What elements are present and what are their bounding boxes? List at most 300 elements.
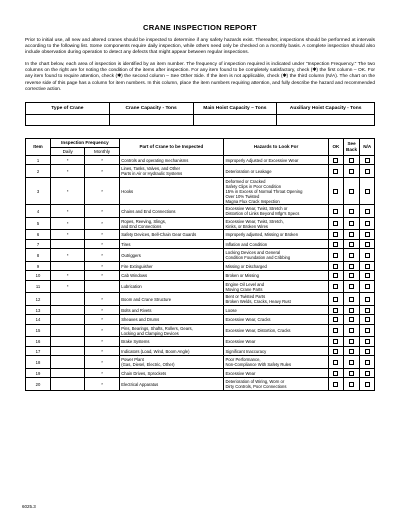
- see-back-cell: [343, 249, 360, 262]
- see-back-checkbox[interactable]: [349, 209, 354, 214]
- daily-frequency: [51, 293, 85, 306]
- na-checkbox[interactable]: [365, 297, 370, 302]
- table-row: [26, 356, 375, 369]
- ok-cell: [329, 239, 344, 249]
- na-checkbox[interactable]: [365, 209, 370, 214]
- item-number: 14: [26, 315, 51, 325]
- monthly-frequency: [85, 280, 119, 293]
- hazard-text: Excessive Wear, Twist, Stretch or: [225, 206, 288, 211]
- table-row: [26, 315, 375, 325]
- see-back-cell: [343, 293, 360, 306]
- hazard-text: 15% in Excess of Normal Throat Opening: [225, 188, 303, 194]
- ok-cell: [329, 280, 344, 293]
- part-text: Outriggers: [121, 252, 141, 258]
- table-row: [26, 305, 375, 315]
- hazard-text: Significant Inaccuracy: [225, 348, 267, 354]
- see-back-checkbox[interactable]: [349, 382, 354, 387]
- na-checkbox[interactable]: [365, 284, 370, 289]
- na-cell: [360, 368, 375, 378]
- ok-cell: [329, 315, 344, 325]
- hazards-header: Hazards to Look For: [223, 138, 328, 155]
- part-cell: [119, 261, 223, 271]
- ok-checkbox[interactable]: [333, 232, 338, 237]
- monthly-frequency: *: [85, 324, 119, 337]
- hazard-cell: [223, 165, 328, 178]
- form-number: 6025.3: [22, 504, 36, 509]
- see-back-checkbox[interactable]: [349, 253, 354, 258]
- monthly-frequency: *: [85, 230, 119, 240]
- see-back-checkbox[interactable]: [349, 360, 354, 365]
- daily-frequency: *: [51, 249, 85, 262]
- monthly-frequency: *: [85, 165, 119, 178]
- hazard-text: Over 10% Twisted: [225, 193, 260, 199]
- hazard-text: Non-Compliance With Safety Rules: [225, 362, 292, 367]
- na-checkbox[interactable]: [365, 253, 370, 258]
- ok-checkbox[interactable]: [333, 221, 338, 226]
- monthly-frequency: *: [85, 356, 119, 369]
- auxiliary-hoist-capacity-header: Auxiliary Hoist Capacity - Tons: [277, 102, 375, 114]
- ok-checkbox[interactable]: [333, 297, 338, 302]
- ok-cell: [329, 305, 344, 315]
- hazard-text: Loose: [225, 307, 237, 313]
- inspection-items-table: [25, 138, 375, 391]
- see-back-checkbox[interactable]: [349, 232, 354, 237]
- item-number: 12: [26, 293, 51, 306]
- part-cell: [119, 177, 223, 205]
- monthly-frequency: *: [85, 155, 119, 165]
- monthly-frequency: *: [85, 315, 119, 325]
- part-cell: [119, 271, 223, 281]
- table-row: [26, 368, 375, 378]
- na-cell: [360, 217, 375, 230]
- see-back-cell: [343, 217, 360, 230]
- hazard-text: Improperly Adjusted or Excessive Wear: [225, 157, 299, 163]
- na-cell: [360, 155, 375, 165]
- monthly-frequency: *: [85, 293, 119, 306]
- hazard-cell: [223, 315, 328, 325]
- see-back-checkbox[interactable]: [349, 284, 354, 289]
- na-checkbox[interactable]: [365, 339, 370, 344]
- na-cell: [360, 280, 375, 293]
- part-text: Fire Extinguisher: [121, 263, 153, 269]
- ok-checkbox[interactable]: [333, 349, 338, 354]
- ok-cell: [329, 217, 344, 230]
- intro-paragraph-1: Prior to initial use, all new and altered cranes should be inspected to determine if any safety hazards exist. Thereafter, inspections should be performed at intervals according to the following list. Some components require daily inspection, while others need only be checked on a monthly basis. A complete inspection should also include observation during operation to detect any defects that might appear between regular inspections.: [25, 38, 375, 56]
- part-cell: [119, 324, 223, 337]
- item-number: 7: [26, 239, 51, 249]
- na-checkbox[interactable]: [365, 382, 370, 387]
- table-row: [26, 155, 375, 165]
- ok-checkbox[interactable]: [333, 169, 338, 174]
- part-text: Chain Drives, Sprockets: [121, 370, 167, 376]
- part-cell: [119, 155, 223, 165]
- part-text: Sheaves and Drums: [121, 317, 160, 322]
- na-checkbox[interactable]: [365, 189, 370, 194]
- na-checkbox[interactable]: [365, 328, 370, 333]
- na-cell: [360, 165, 375, 178]
- see-back-checkbox[interactable]: [349, 308, 354, 313]
- monthly-frequency: *: [85, 205, 119, 218]
- hazard-cell: [223, 378, 328, 391]
- see-back-checkbox[interactable]: [349, 158, 354, 163]
- daily-frequency: [51, 324, 85, 337]
- daily-frequency: *: [51, 205, 85, 218]
- daily-frequency: [51, 315, 85, 325]
- see-back-cell: [343, 337, 360, 347]
- part-cell: [119, 356, 223, 369]
- daily-frequency: [51, 378, 85, 391]
- type-of-crane-header: Type of Crane: [26, 102, 110, 114]
- daily-frequency: [51, 368, 85, 378]
- part-cell: [119, 217, 223, 230]
- ok-checkbox[interactable]: [333, 158, 338, 163]
- na-cell: [360, 305, 375, 315]
- see-back-cell: [343, 378, 360, 391]
- item-number: 5: [26, 217, 51, 230]
- ok-checkbox[interactable]: [333, 339, 338, 344]
- hazard-text: Engine Oil Level and: [225, 281, 265, 287]
- ok-checkbox[interactable]: [333, 209, 338, 214]
- na-checkbox[interactable]: [365, 308, 370, 313]
- item-number: 13: [26, 305, 51, 315]
- na-checkbox[interactable]: [365, 221, 370, 226]
- part-text: Hooks: [121, 188, 134, 194]
- item-number: 8: [26, 249, 51, 262]
- see-back-checkbox[interactable]: [349, 339, 354, 344]
- monthly-frequency: *: [85, 337, 119, 347]
- intro-paragraph-2: In the chart below, each area of inspection is identified by an item number. The frequency of inspection required is indicated under "Inspection Frequency." The two columns on the right are for noting the condition of the items after inspection. For any item found to be completely satisfactory, check (✱) the first column – OK. For any item found to require attention, check (✱) the second column – See Other Side. If the item is not applicable, check (✱) the third column (N/A). The chart on the reverse side of this page has a column for item numbers. In this column, place the item numbers requiring attention, and fully describe the hazard and recommended corrective action.: [25, 62, 375, 92]
- monthly-header: Monthly: [85, 147, 119, 155]
- item-number: 9: [26, 261, 51, 271]
- hazard-text: Deterioration of Wiring, Worn or: [225, 379, 285, 384]
- capacity-table: [25, 102, 375, 126]
- item-number: 10: [26, 271, 51, 281]
- ok-cell: [329, 293, 344, 306]
- item-number: 11: [26, 280, 51, 293]
- ok-checkbox[interactable]: [333, 360, 338, 365]
- daily-frequency: [51, 261, 85, 271]
- na-checkbox[interactable]: [365, 242, 370, 247]
- hazard-cell: [223, 217, 328, 230]
- part-text: Indicators (Load, Wind, Boom Angle): [121, 348, 190, 354]
- ok-checkbox[interactable]: [333, 284, 338, 289]
- part-cell: [119, 368, 223, 378]
- na-cell: [360, 177, 375, 205]
- na-cell: [360, 337, 375, 347]
- na-cell: [360, 378, 375, 391]
- na-cell: [360, 271, 375, 281]
- na-cell: [360, 239, 375, 249]
- monthly-frequency: *: [85, 378, 119, 391]
- see-back-checkbox[interactable]: [349, 189, 354, 194]
- part-text: Bolts and Rivets: [121, 307, 152, 313]
- na-checkbox[interactable]: [365, 264, 370, 269]
- item-number: 1: [26, 155, 51, 165]
- ok-cell: [329, 356, 344, 369]
- item-number: 4: [26, 205, 51, 218]
- hazard-text: Excessive Wear: [225, 339, 256, 344]
- part-cell: [119, 230, 223, 240]
- na-checkbox[interactable]: [365, 371, 370, 376]
- monthly-frequency: *: [85, 305, 119, 315]
- na-checkbox[interactable]: [365, 169, 370, 174]
- hazard-text: Condition Foundation and Cribbing: [225, 255, 291, 260]
- part-text: and End Connections: [121, 223, 162, 229]
- na-checkbox[interactable]: [365, 360, 370, 365]
- see-back-cell: [343, 271, 360, 281]
- table-row: [26, 271, 375, 281]
- ok-cell: [329, 324, 344, 337]
- part-cell: [119, 337, 223, 347]
- item-number: 6: [26, 230, 51, 240]
- na-checkbox[interactable]: [365, 232, 370, 237]
- part-text: Chains and End Connections: [121, 208, 176, 214]
- ok-cell: [329, 271, 344, 281]
- see-back-checkbox[interactable]: [349, 297, 354, 302]
- type-of-crane-field[interactable]: [26, 114, 110, 125]
- see-back-checkbox[interactable]: [349, 264, 354, 269]
- monthly-frequency: *: [85, 346, 119, 356]
- part-text: (Gas, Diesel, Electric, Other): [121, 362, 175, 367]
- na-cell: [360, 205, 375, 218]
- daily-frequency: [51, 337, 85, 347]
- table-row: [26, 261, 375, 271]
- ok-cell: [329, 165, 344, 178]
- part-cell: [119, 305, 223, 315]
- crane-capacity-field[interactable]: [109, 114, 193, 125]
- see-back-cell: [343, 230, 360, 240]
- na-checkbox[interactable]: [365, 317, 370, 322]
- hazard-cell: [223, 177, 328, 205]
- part-text: Tires: [121, 241, 131, 247]
- part-text: Controls and operating mechanisms: [121, 157, 189, 163]
- ok-checkbox[interactable]: [333, 273, 338, 278]
- see-back-checkbox[interactable]: [349, 371, 354, 376]
- daily-frequency: *: [51, 217, 85, 230]
- daily-frequency: [51, 356, 85, 369]
- hazard-cell: [223, 271, 328, 281]
- table-row: [26, 239, 375, 249]
- hazard-text: Broken or Missing: [225, 273, 259, 278]
- hazard-cell: [223, 346, 328, 356]
- part-text: Locking and Clamping Devices: [121, 330, 179, 336]
- part-header: Part of Crane to be Inspected: [119, 138, 223, 155]
- hazard-text: Moving Crane Parts: [225, 286, 263, 292]
- ok-checkbox[interactable]: [333, 308, 338, 313]
- ok-cell: [329, 155, 344, 165]
- table-row: [26, 205, 375, 218]
- ok-checkbox[interactable]: [333, 317, 338, 322]
- ok-checkbox[interactable]: [333, 242, 338, 247]
- main-hoist-capacity-field[interactable]: [193, 114, 277, 125]
- part-text: Lines, Tanks, Valves, and Other: [121, 166, 181, 171]
- ok-cell: [329, 346, 344, 356]
- hazard-text: Deterioration or Leakage: [225, 168, 272, 174]
- na-cell: [360, 249, 375, 262]
- hazard-text: Excessive Wear, Twist, Stretch,: [225, 218, 284, 224]
- ok-checkbox[interactable]: [333, 371, 338, 376]
- part-text: Safety Devices, Bell-Chain Gear Guards: [121, 232, 197, 237]
- see-back-checkbox[interactable]: [349, 317, 354, 322]
- item-number: 18: [26, 356, 51, 369]
- na-cell: [360, 261, 375, 271]
- table-row: [26, 177, 375, 205]
- daily-frequency: *: [51, 165, 85, 178]
- na-cell: [360, 230, 375, 240]
- see-back-checkbox[interactable]: [349, 328, 354, 333]
- na-checkbox[interactable]: [365, 349, 370, 354]
- hazard-cell: [223, 368, 328, 378]
- part-cell: [119, 346, 223, 356]
- hazard-text: Broken Welds, Cracks, Heavy Rust: [225, 299, 291, 304]
- part-text: Brake Systems: [121, 339, 150, 344]
- inspection-frequency-header: Inspection Frequency: [51, 138, 120, 147]
- see-back-cell: [343, 368, 360, 378]
- daily-header: Daily: [51, 147, 85, 155]
- item-number: 19: [26, 368, 51, 378]
- na-checkbox[interactable]: [365, 273, 370, 278]
- hazard-cell: [223, 324, 328, 337]
- hazard-cell: [223, 356, 328, 369]
- hazard-text: Missing or Discharged: [225, 263, 267, 269]
- table-row: [26, 217, 375, 230]
- see-back-header: See Back: [343, 138, 360, 155]
- hazard-text: Excessive Wear, Distortion, Cracks: [225, 328, 291, 333]
- hazard-text: Dirty Controls, Poor Connections: [225, 384, 287, 389]
- part-cell: [119, 293, 223, 306]
- na-cell: [360, 346, 375, 356]
- na-header: N/A: [360, 138, 375, 155]
- hazard-cell: [223, 305, 328, 315]
- ok-checkbox[interactable]: [333, 264, 338, 269]
- see-back-cell: [343, 305, 360, 315]
- ok-cell: [329, 368, 344, 378]
- daily-frequency: *: [51, 230, 85, 240]
- item-number: 3: [26, 177, 51, 205]
- ok-cell: [329, 337, 344, 347]
- see-back-cell: [343, 205, 360, 218]
- table-row: [26, 337, 375, 347]
- see-back-cell: [343, 280, 360, 293]
- daily-frequency: [51, 346, 85, 356]
- report-title: CRANE INSPECTION REPORT: [143, 23, 257, 32]
- see-back-cell: [343, 356, 360, 369]
- part-cell: [119, 249, 223, 262]
- monthly-frequency: *: [85, 261, 119, 271]
- ok-checkbox[interactable]: [333, 328, 338, 333]
- table-row: [26, 230, 375, 240]
- ok-cell: [329, 230, 344, 240]
- daily-frequency: [51, 239, 85, 249]
- see-back-checkbox[interactable]: [349, 242, 354, 247]
- ok-cell: [329, 261, 344, 271]
- monthly-frequency: *: [85, 271, 119, 281]
- hazard-text: Locking Devices and General: [225, 250, 281, 255]
- hazard-cell: [223, 261, 328, 271]
- part-text: Power Plant: [121, 357, 144, 362]
- item-header: Item: [26, 138, 51, 155]
- hazard-cell: [223, 155, 328, 165]
- daily-frequency: *: [51, 280, 85, 293]
- see-back-checkbox[interactable]: [349, 349, 354, 354]
- daily-frequency: [51, 305, 85, 315]
- hazard-text: Poor Performance,: [225, 357, 261, 362]
- na-cell: [360, 315, 375, 325]
- table-row: [26, 280, 375, 293]
- see-back-cell: [343, 177, 360, 205]
- daily-frequency: *: [51, 177, 85, 205]
- part-text: Parts in Air or Hydraulic Systems: [121, 171, 183, 176]
- table-row: [26, 165, 375, 178]
- ok-cell: [329, 378, 344, 391]
- part-text: Pins, Bearings, Shafts, Rollers, Gears,: [121, 325, 193, 331]
- monthly-frequency: *: [85, 239, 119, 249]
- hazard-cell: [223, 205, 328, 218]
- hazard-text: Bent or Twisted Parts: [225, 294, 266, 299]
- monthly-frequency: *: [85, 249, 119, 262]
- hazard-text: Magna Flux Crack Inspection: [225, 198, 280, 204]
- part-cell: [119, 378, 223, 391]
- see-back-checkbox[interactable]: [349, 169, 354, 174]
- see-back-cell: [343, 346, 360, 356]
- hazard-text: Improperly adjusted, Missing or Broken: [225, 232, 299, 237]
- hazard-cell: [223, 249, 328, 262]
- main-hoist-capacity-header: Main Hoist Capacity – Tons: [193, 102, 277, 114]
- part-text: Lubrication: [121, 284, 142, 289]
- ok-checkbox[interactable]: [333, 253, 338, 258]
- na-cell: [360, 356, 375, 369]
- hazard-text: Safety Clips in Poor Condition: [225, 183, 282, 189]
- ok-cell: [329, 249, 344, 262]
- see-back-cell: [343, 324, 360, 337]
- hazard-text: Kinks, or Broken Wires: [225, 223, 269, 229]
- see-back-cell: [343, 261, 360, 271]
- daily-frequency: *: [51, 271, 85, 281]
- item-number: 2: [26, 165, 51, 178]
- monthly-frequency: *: [85, 368, 119, 378]
- part-cell: [119, 165, 223, 178]
- ok-cell: [329, 177, 344, 205]
- inspection-items-body: [26, 155, 375, 390]
- item-number: 17: [26, 346, 51, 356]
- see-back-cell: [343, 155, 360, 165]
- hazard-text: Distortion of Links Beyond Mfgr's Specs: [225, 211, 300, 216]
- item-number: 15: [26, 324, 51, 337]
- see-back-checkbox[interactable]: [349, 273, 354, 278]
- monthly-frequency: *: [85, 177, 119, 205]
- crane-capacity-header: Crane Capacity - Tons: [109, 102, 193, 114]
- ok-checkbox[interactable]: [333, 189, 338, 194]
- ok-checkbox[interactable]: [333, 382, 338, 387]
- item-number: 16: [26, 337, 51, 347]
- hazard-text: Excessive Wear, Cracks: [225, 317, 271, 322]
- daily-frequency: *: [51, 155, 85, 165]
- part-cell: [119, 205, 223, 218]
- hazard-cell: [223, 337, 328, 347]
- table-row: [26, 324, 375, 337]
- part-cell: [119, 315, 223, 325]
- table-row: [26, 293, 375, 306]
- auxiliary-hoist-capacity-field[interactable]: [277, 114, 375, 125]
- table-row: [26, 346, 375, 356]
- part-text: Electrical Apparatus: [121, 381, 159, 387]
- hazard-cell: [223, 280, 328, 293]
- na-checkbox[interactable]: [365, 158, 370, 163]
- table-row: [26, 378, 375, 391]
- see-back-cell: [343, 165, 360, 178]
- see-back-checkbox[interactable]: [349, 221, 354, 226]
- monthly-frequency: *: [85, 217, 119, 230]
